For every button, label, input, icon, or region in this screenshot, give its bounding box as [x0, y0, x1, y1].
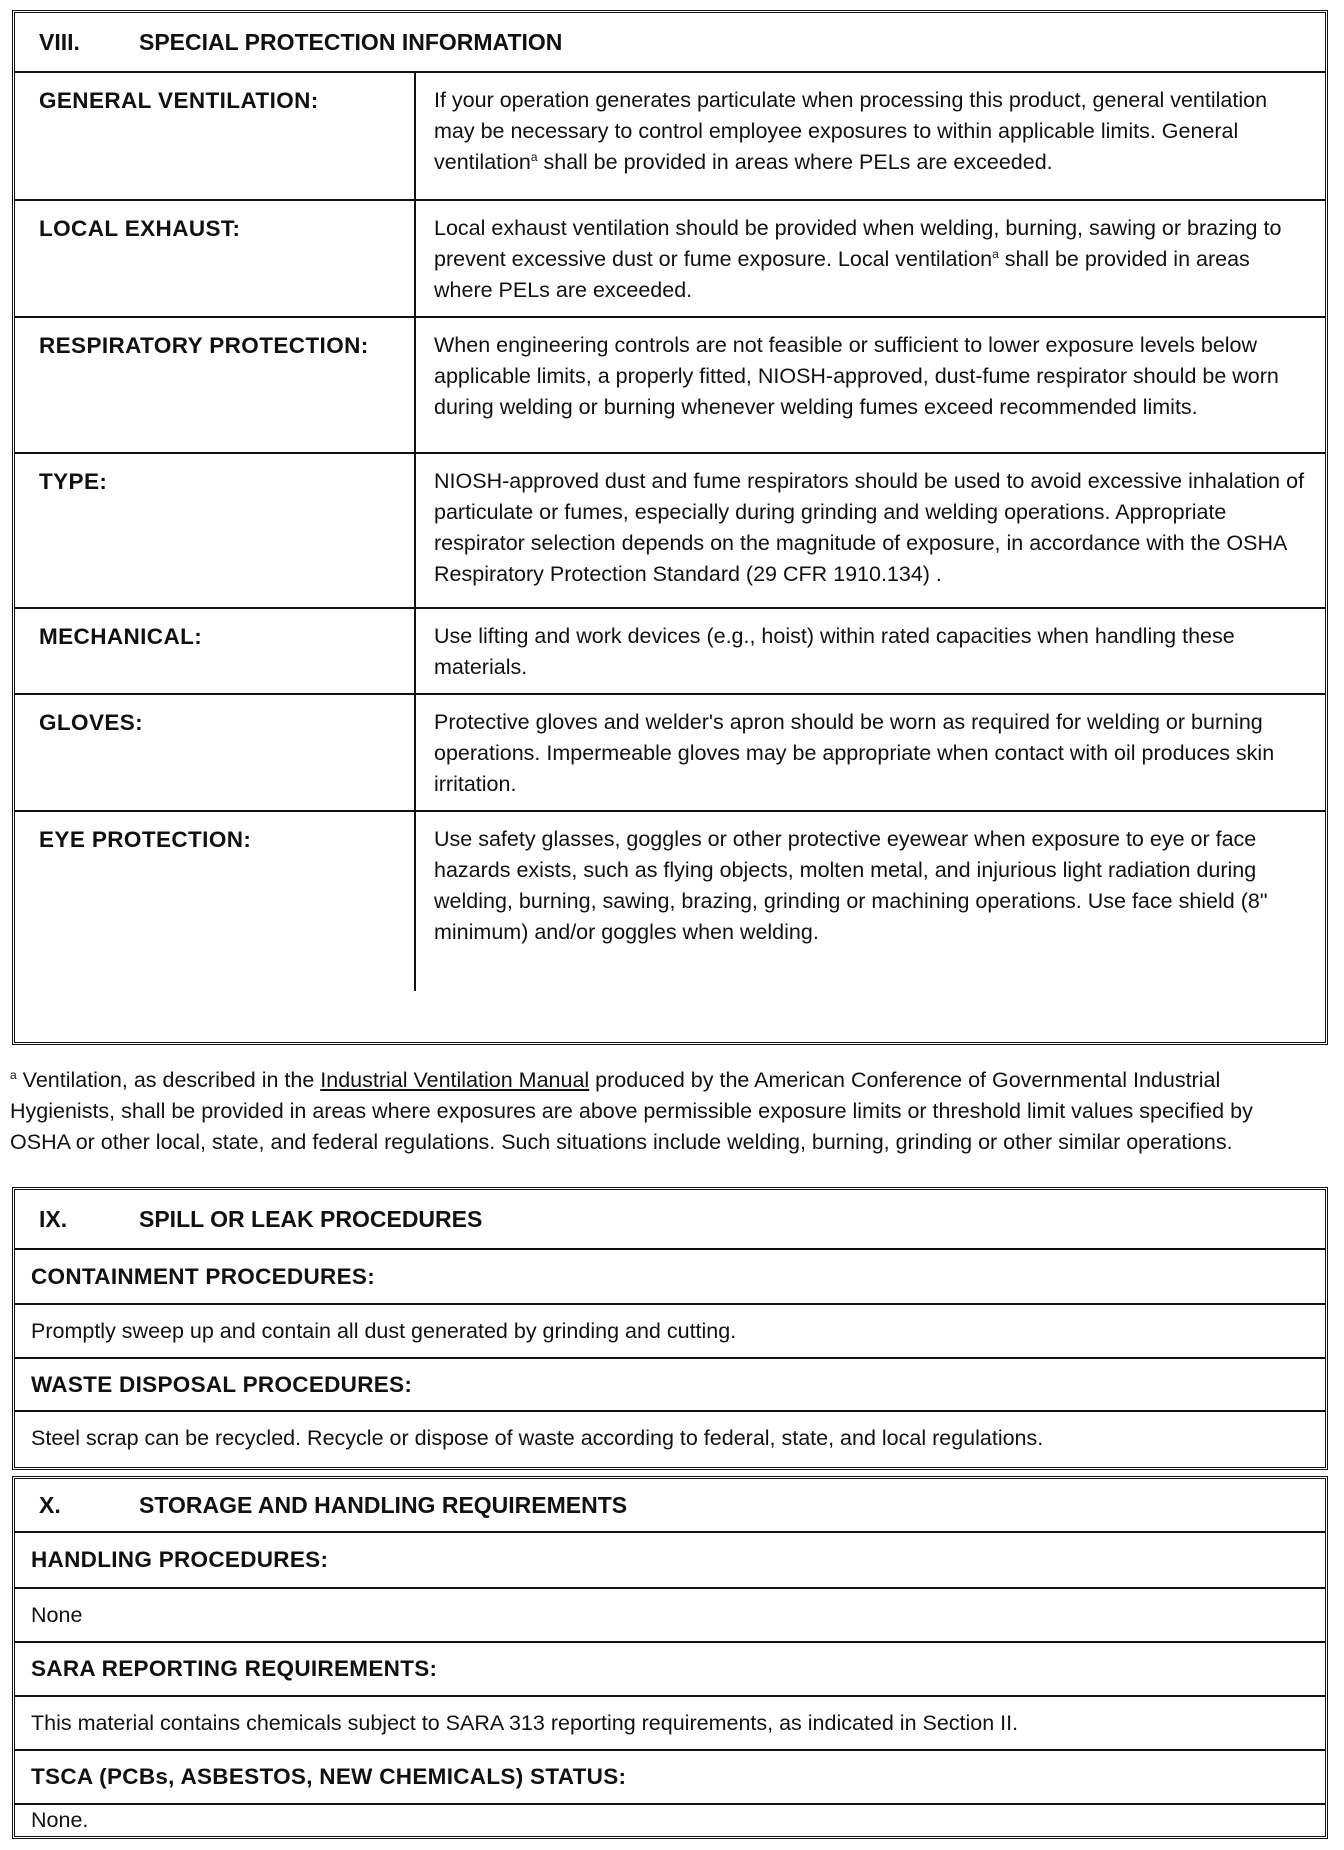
table-row	[15, 453, 1325, 608]
footnote-marker: a	[10, 1067, 17, 1082]
tsca-text: None.	[15, 1803, 1325, 1836]
table-row	[15, 694, 1325, 811]
waste-text: Steel scrap can be recycled. Recycle or dispose of waste according to federal, state, and local regulations.	[15, 1410, 1325, 1465]
section-header	[15, 1190, 1325, 1250]
row-text: Local exhaust ventilation should be provided when welding, burning, sawing or brazing to prevent excessive dust or fume exposure. Local ventilation$^a$ shall be provided in areas where PELs are exceeded.	[415, 200, 1325, 317]
row-label: MECHANICAL:	[15, 608, 415, 694]
sara-text: This material contains chemicals subject to SARA 313 reporting requirements, as indicated in Section II.	[15, 1695, 1325, 1749]
row-text: Use lifting and work devices (e.g., hoist) within rated capacities when handling these materials.	[415, 608, 1325, 694]
ventilation-footnote: $^a$ Ventilation, as described in the Industrial Ventilation Manual produced by the American Conference of Governmental Industrial Hygienists, shall be provided in areas where exposures are above permissible exposure limits or threshold limit values specified by OSHA or other local, state, and federal regulations. Such situations include welding, burning, grinding or other similar operations.	[10, 1067, 1253, 1154]
section-spill-leak	[12, 1187, 1328, 1470]
section-storage-handling	[12, 1476, 1328, 1839]
containment-text: Promptly sweep up and contain all dust generated by grinding and cutting.	[15, 1303, 1325, 1357]
table-row	[15, 608, 1325, 694]
row-label: TYPE:	[15, 453, 415, 608]
row-text: Use safety glasses, goggles or other protective eyewear when exposure to eye or face hazards exists, such as flying objects, molten metal, and injurious light radiation during welding, burning, sawing, brazing, grinding or machining operations. Use face shield (8" minimum) and/or goggles when welding.	[415, 811, 1325, 991]
row-label: EYE PROTECTION:	[15, 811, 415, 991]
sara-label: SARA REPORTING REQUIREMENTS:	[15, 1641, 1325, 1695]
section-header	[15, 1479, 1325, 1533]
manual-title: Industrial Ventilation Manual	[320, 1068, 590, 1092]
waste-label: WASTE DISPOSAL PROCEDURES:	[15, 1357, 1325, 1410]
section-number: IX.	[39, 1205, 68, 1232]
row-label: RESPIRATORY PROTECTION:	[15, 317, 415, 453]
section-header	[15, 13, 1325, 73]
tsca-label: TSCA (PCBs, ASBESTOS, NEW CHEMICALS) STATUS:	[15, 1749, 1325, 1803]
section-number: X.	[39, 1491, 61, 1518]
handling-label: HANDLING PROCEDURES:	[31, 1547, 329, 1572]
row-text: NIOSH-approved dust and fume respirators should be used to avoid excessive inhalation of particulate or fumes, especially during grinding and welding operations. Appropriate respirator selection depends on the magnitude of exposure, in accordance with the OSHA Respiratory Protection Standard (29 CFR 1910.134) .	[415, 453, 1325, 608]
section-special-protection	[12, 10, 1328, 1045]
table-row	[15, 200, 1325, 317]
row-text: If your operation generates particulate when processing this product, general ventilation may be necessary to control employee exposures to within applicable limits. General ventilation$^a$ shall be provided in areas where PELs are exceeded.	[434, 88, 1268, 174]
row-text: When engineering controls are not feasible or sufficient to lower exposure levels below applicable limits, a properly fitted, NIOSH-approved, dust-fume respirator should be worn during welding or burning whenever welding fumes exceed recommended limits.	[415, 317, 1325, 453]
containment-label: CONTAINMENT PROCEDURES:	[31, 1263, 375, 1289]
table-row	[15, 73, 1325, 200]
section-number: VIII.	[39, 28, 80, 55]
row-label: LOCAL EXHAUST:	[15, 200, 415, 317]
table-row	[15, 317, 1325, 453]
row-text: Protective gloves and welder's apron should be worn as required for welding or burning operations. Impermeable gloves may be appropriate when contact with oil produces skin irritation.	[415, 694, 1325, 811]
section-title: STORAGE AND HANDLING REQUIREMENTS	[139, 1491, 628, 1518]
protection-table	[15, 73, 1325, 991]
section-title: SPECIAL PROTECTION INFORMATION	[139, 28, 563, 55]
handling-text: None	[15, 1587, 1325, 1641]
section-title: SPILL OR LEAK PROCEDURES	[139, 1205, 483, 1232]
row-label: GLOVES:	[15, 694, 415, 811]
row-label: GENERAL VENTILATION:	[15, 73, 415, 200]
table-row	[15, 811, 1325, 991]
